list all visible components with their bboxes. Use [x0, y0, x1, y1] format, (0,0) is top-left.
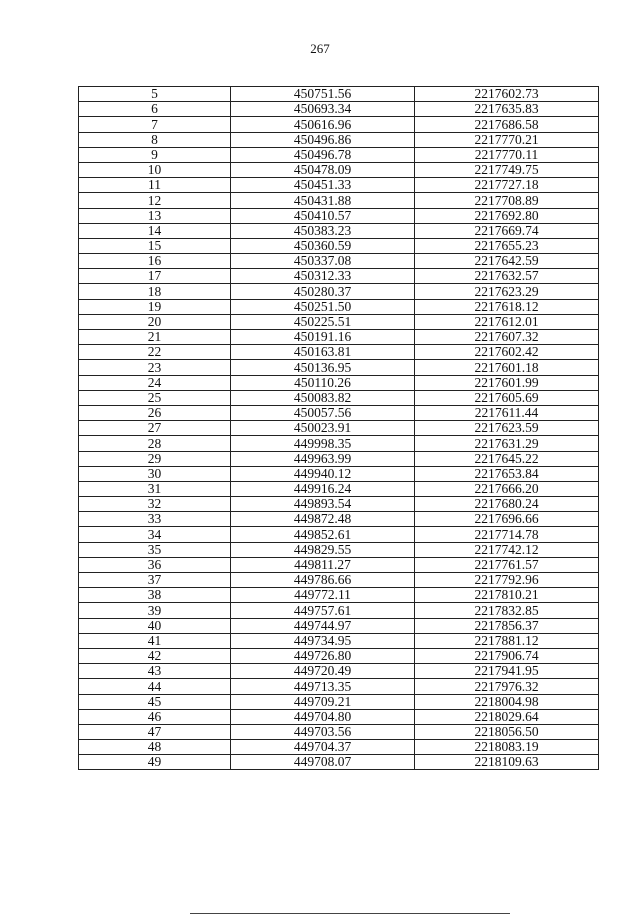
x-coordinate-cell: 449708.07 [231, 755, 415, 770]
table-row [79, 330, 599, 345]
point-number-cell: 43 [79, 664, 231, 679]
x-coordinate-cell: 449734.95 [231, 633, 415, 648]
y-coordinate-cell: 2217770.11 [415, 147, 599, 162]
x-coordinate-cell: 449940.12 [231, 466, 415, 481]
point-number-cell: 39 [79, 603, 231, 618]
table-row [79, 421, 599, 436]
point-number-cell: 12 [79, 193, 231, 208]
x-coordinate-cell: 449726.80 [231, 648, 415, 663]
x-coordinate-cell: 449786.66 [231, 573, 415, 588]
table-row [79, 512, 599, 527]
table-row [79, 223, 599, 238]
y-coordinate-cell: 2217761.57 [415, 557, 599, 572]
table-row [79, 87, 599, 102]
point-number-cell: 36 [79, 557, 231, 572]
y-coordinate-cell: 2218109.63 [415, 755, 599, 770]
point-number-cell: 29 [79, 451, 231, 466]
point-number-cell: 6 [79, 102, 231, 117]
x-coordinate-cell: 450478.09 [231, 162, 415, 177]
table-row [79, 193, 599, 208]
y-coordinate-cell: 2217714.78 [415, 527, 599, 542]
point-number-cell: 9 [79, 147, 231, 162]
table-row [79, 679, 599, 694]
x-coordinate-cell: 449709.21 [231, 694, 415, 709]
y-coordinate-cell: 2217631.29 [415, 436, 599, 451]
x-coordinate-cell: 449757.61 [231, 603, 415, 618]
point-number-cell: 37 [79, 573, 231, 588]
table-row [79, 542, 599, 557]
point-number-cell: 23 [79, 360, 231, 375]
y-coordinate-cell: 2217708.89 [415, 193, 599, 208]
x-coordinate-cell: 449893.54 [231, 497, 415, 512]
table-row [79, 557, 599, 572]
x-coordinate-cell: 449720.49 [231, 664, 415, 679]
point-number-cell: 11 [79, 178, 231, 193]
x-coordinate-cell: 450136.95 [231, 360, 415, 375]
table-row [79, 208, 599, 223]
table-row [79, 405, 599, 420]
y-coordinate-cell: 2217692.80 [415, 208, 599, 223]
y-coordinate-cell: 2217856.37 [415, 618, 599, 633]
x-coordinate-cell: 449829.55 [231, 542, 415, 557]
x-coordinate-cell: 450280.37 [231, 284, 415, 299]
x-coordinate-cell: 449852.61 [231, 527, 415, 542]
point-number-cell: 33 [79, 512, 231, 527]
y-coordinate-cell: 2218056.50 [415, 724, 599, 739]
point-number-cell: 20 [79, 314, 231, 329]
point-number-cell: 21 [79, 330, 231, 345]
table-row [79, 527, 599, 542]
point-number-cell: 45 [79, 694, 231, 709]
table-row [79, 254, 599, 269]
table-row [79, 724, 599, 739]
point-number-cell: 34 [79, 527, 231, 542]
y-coordinate-cell: 2217635.83 [415, 102, 599, 117]
x-coordinate-cell: 450616.96 [231, 117, 415, 132]
table-row [79, 284, 599, 299]
table-row [79, 147, 599, 162]
footer-rule [190, 913, 510, 914]
table-row [79, 117, 599, 132]
y-coordinate-cell: 2218004.98 [415, 694, 599, 709]
table-row [79, 390, 599, 405]
point-number-cell: 32 [79, 497, 231, 512]
point-number-cell: 35 [79, 542, 231, 557]
x-coordinate-cell: 450083.82 [231, 390, 415, 405]
point-number-cell: 30 [79, 466, 231, 481]
point-number-cell: 31 [79, 481, 231, 496]
coordinates-table [78, 86, 599, 770]
x-coordinate-cell: 450496.86 [231, 132, 415, 147]
table-row [79, 648, 599, 663]
point-number-cell: 47 [79, 724, 231, 739]
y-coordinate-cell: 2217696.66 [415, 512, 599, 527]
y-coordinate-cell: 2217645.22 [415, 451, 599, 466]
y-coordinate-cell: 2217770.21 [415, 132, 599, 147]
x-coordinate-cell: 449713.35 [231, 679, 415, 694]
y-coordinate-cell: 2217680.24 [415, 497, 599, 512]
point-number-cell: 10 [79, 162, 231, 177]
table-row [79, 436, 599, 451]
x-coordinate-cell: 450410.57 [231, 208, 415, 223]
y-coordinate-cell: 2217623.59 [415, 421, 599, 436]
point-number-cell: 19 [79, 299, 231, 314]
y-coordinate-cell: 2217655.23 [415, 238, 599, 253]
x-coordinate-cell: 450693.34 [231, 102, 415, 117]
x-coordinate-cell: 449703.56 [231, 724, 415, 739]
x-coordinate-cell: 450191.16 [231, 330, 415, 345]
point-number-cell: 16 [79, 254, 231, 269]
point-number-cell: 48 [79, 740, 231, 755]
y-coordinate-cell: 2217941.95 [415, 664, 599, 679]
table-row [79, 664, 599, 679]
table-row [79, 178, 599, 193]
y-coordinate-cell: 2217810.21 [415, 588, 599, 603]
y-coordinate-cell: 2217607.32 [415, 330, 599, 345]
y-coordinate-cell: 2217623.29 [415, 284, 599, 299]
table-row [79, 633, 599, 648]
point-number-cell: 14 [79, 223, 231, 238]
x-coordinate-cell: 449744.97 [231, 618, 415, 633]
table-row [79, 709, 599, 724]
point-number-cell: 40 [79, 618, 231, 633]
y-coordinate-cell: 2217749.75 [415, 162, 599, 177]
table-row [79, 345, 599, 360]
point-number-cell: 49 [79, 755, 231, 770]
y-coordinate-cell: 2217666.20 [415, 481, 599, 496]
y-coordinate-cell: 2217742.12 [415, 542, 599, 557]
coordinates-table-body [79, 87, 599, 770]
point-number-cell: 17 [79, 269, 231, 284]
point-number-cell: 25 [79, 390, 231, 405]
table-row [79, 694, 599, 709]
table-row [79, 755, 599, 770]
point-number-cell: 13 [79, 208, 231, 223]
point-number-cell: 18 [79, 284, 231, 299]
y-coordinate-cell: 2217653.84 [415, 466, 599, 481]
y-coordinate-cell: 2217832.85 [415, 603, 599, 618]
x-coordinate-cell: 450057.56 [231, 405, 415, 420]
point-number-cell: 24 [79, 375, 231, 390]
x-coordinate-cell: 450023.91 [231, 421, 415, 436]
x-coordinate-cell: 450751.56 [231, 87, 415, 102]
table-row [79, 314, 599, 329]
point-number-cell: 42 [79, 648, 231, 663]
y-coordinate-cell: 2217602.42 [415, 345, 599, 360]
x-coordinate-cell: 449916.24 [231, 481, 415, 496]
point-number-cell: 44 [79, 679, 231, 694]
x-coordinate-cell: 450225.51 [231, 314, 415, 329]
x-coordinate-cell: 450360.59 [231, 238, 415, 253]
x-coordinate-cell: 449772.11 [231, 588, 415, 603]
table-row [79, 375, 599, 390]
table-row [79, 162, 599, 177]
point-number-cell: 46 [79, 709, 231, 724]
x-coordinate-cell: 450496.78 [231, 147, 415, 162]
y-coordinate-cell: 2218029.64 [415, 709, 599, 724]
table-row [79, 481, 599, 496]
table-row [79, 740, 599, 755]
x-coordinate-cell: 449998.35 [231, 436, 415, 451]
x-coordinate-cell: 450431.88 [231, 193, 415, 208]
x-coordinate-cell: 449963.99 [231, 451, 415, 466]
table-row [79, 269, 599, 284]
table-row [79, 497, 599, 512]
point-number-cell: 26 [79, 405, 231, 420]
x-coordinate-cell: 450312.33 [231, 269, 415, 284]
point-number-cell: 5 [79, 87, 231, 102]
y-coordinate-cell: 2217669.74 [415, 223, 599, 238]
x-coordinate-cell: 450110.26 [231, 375, 415, 390]
table-row [79, 573, 599, 588]
x-coordinate-cell: 450451.33 [231, 178, 415, 193]
point-number-cell: 8 [79, 132, 231, 147]
y-coordinate-cell: 2217601.99 [415, 375, 599, 390]
y-coordinate-cell: 2217632.57 [415, 269, 599, 284]
table-row [79, 132, 599, 147]
y-coordinate-cell: 2217612.01 [415, 314, 599, 329]
y-coordinate-cell: 2217792.96 [415, 573, 599, 588]
table-row [79, 360, 599, 375]
y-coordinate-cell: 2217976.32 [415, 679, 599, 694]
y-coordinate-cell: 2218083.19 [415, 740, 599, 755]
y-coordinate-cell: 2217605.69 [415, 390, 599, 405]
table-row [79, 102, 599, 117]
point-number-cell: 41 [79, 633, 231, 648]
y-coordinate-cell: 2217881.12 [415, 633, 599, 648]
y-coordinate-cell: 2217602.73 [415, 87, 599, 102]
table-row [79, 238, 599, 253]
point-number-cell: 28 [79, 436, 231, 451]
table-row [79, 466, 599, 481]
x-coordinate-cell: 449704.80 [231, 709, 415, 724]
point-number-cell: 15 [79, 238, 231, 253]
x-coordinate-cell: 450163.81 [231, 345, 415, 360]
table-row [79, 618, 599, 633]
y-coordinate-cell: 2217727.18 [415, 178, 599, 193]
x-coordinate-cell: 449704.37 [231, 740, 415, 755]
table-row [79, 588, 599, 603]
point-number-cell: 7 [79, 117, 231, 132]
x-coordinate-cell: 450383.23 [231, 223, 415, 238]
point-number-cell: 22 [79, 345, 231, 360]
table-row [79, 299, 599, 314]
y-coordinate-cell: 2217611.44 [415, 405, 599, 420]
page-number: 267 [310, 41, 330, 56]
y-coordinate-cell: 2217686.58 [415, 117, 599, 132]
point-number-cell: 38 [79, 588, 231, 603]
x-coordinate-cell: 450251.50 [231, 299, 415, 314]
x-coordinate-cell: 450337.08 [231, 254, 415, 269]
point-number-cell: 27 [79, 421, 231, 436]
table-row [79, 451, 599, 466]
y-coordinate-cell: 2217618.12 [415, 299, 599, 314]
y-coordinate-cell: 2217642.59 [415, 254, 599, 269]
x-coordinate-cell: 449872.48 [231, 512, 415, 527]
x-coordinate-cell: 449811.27 [231, 557, 415, 572]
y-coordinate-cell: 2217601.18 [415, 360, 599, 375]
y-coordinate-cell: 2217906.74 [415, 648, 599, 663]
table-row [79, 603, 599, 618]
